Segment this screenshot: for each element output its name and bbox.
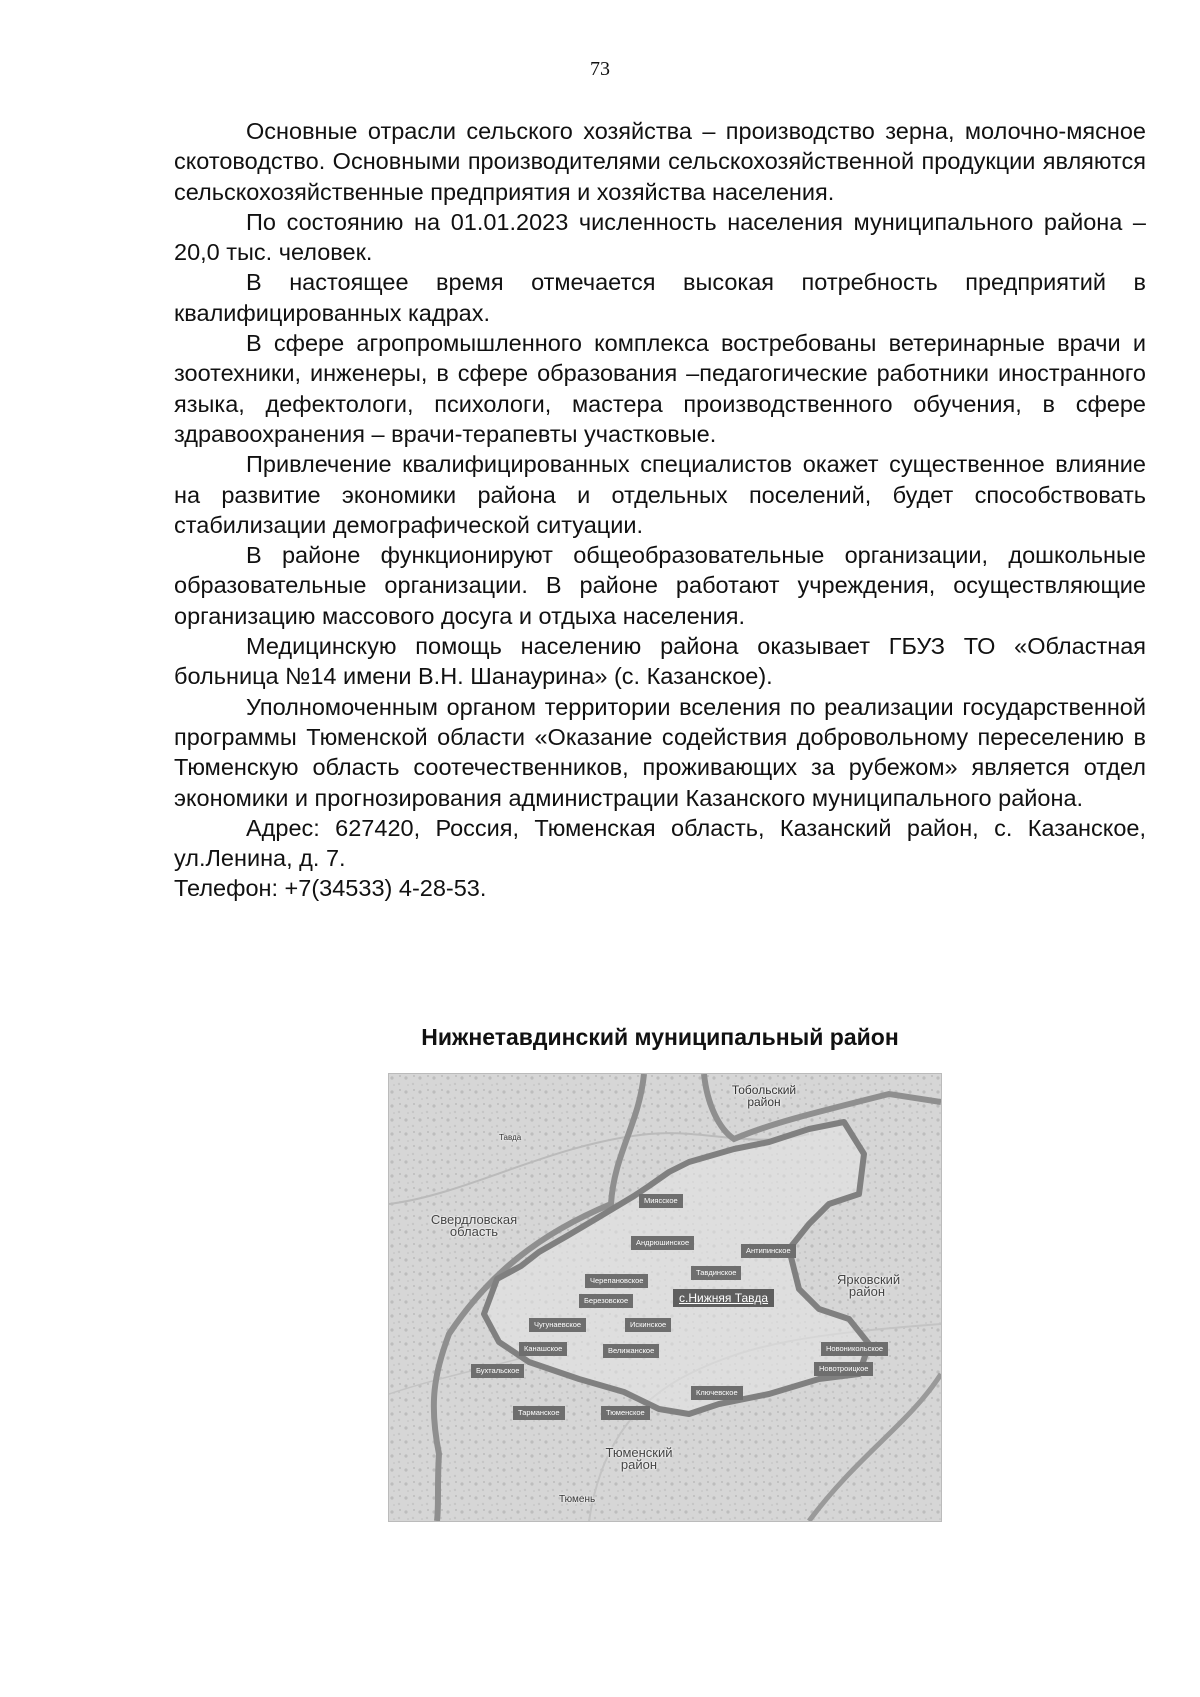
paragraph: Уполномоченным органом территории вселения по реализации государственной программы Тюменской области «Оказание содействия добровольному переселению в Тюменскую область соотечественников, проживающих за рубежом» является отдел экономики и прогнозирования администрации Казанского муниципального района. [174, 693, 1146, 811]
region-label: Ярковский район [837, 1272, 901, 1299]
paragraph: В сфере агропромышленного комплекса востребованы ветеринарные врачи и зоотехники, инженеры, в сфере образования –педагогические работники иностранного языка, дефектологи, психологи, мастера производственного обучения, в сфере здравоохранения – врачи-терапевты участковые. [174, 330, 1146, 447]
settlement-label: Тюменское [601, 1406, 650, 1420]
settlement-label: Новоникольское [821, 1342, 888, 1356]
phone-line: Телефон: +7(34533) 4-28-53. [174, 875, 487, 902]
settlement-label: Миясское [639, 1194, 683, 1208]
paragraph: Привлечение квалифицированных специалистов окажет существенное влияние на развитие экономики района и отдельных поселений, будет способствовать стабилизации демографической ситуации. [174, 451, 1146, 538]
settlement-label: Тавдинское [691, 1266, 741, 1280]
body-text [174, 116, 1146, 904]
settlement-label: Чугунаевское [529, 1318, 586, 1332]
settlement-label: Ключевское [691, 1386, 743, 1400]
settlement-label: Тарманское [513, 1406, 565, 1420]
region-label: Свердловская область [430, 1212, 518, 1239]
paragraph: Адрес: 627420, Россия, Тюменская область, Казанский район, с. Казанское, ул.Ленина, д. 7. [174, 814, 1146, 872]
settlement-label: Андрюшинское [631, 1236, 694, 1250]
settlement-label: Искинское [625, 1318, 671, 1332]
settlement-label: Антипинское [741, 1244, 796, 1258]
section-title: Нижнетавдинский муниципальный район [421, 1024, 899, 1050]
region-label: Тюменский район [605, 1445, 673, 1472]
paragraph: Основные отрасли сельского хозяйства – производство зерна, молочно-мясное скотоводство. Основными производителями сельскохозяйственной продукции являются сельскохозяйственные предприятия и хозяйства населения. [174, 118, 1146, 205]
district-map [388, 1073, 942, 1522]
paragraph: В настоящее время отмечается высокая потребность предприятий в квалифицированных кадрах. [174, 269, 1146, 326]
settlement-label: Березовское [579, 1294, 633, 1308]
page-number: 73 [590, 58, 610, 80]
settlement-label: Велижанское [603, 1344, 659, 1358]
settlement-label: Канашское [519, 1342, 567, 1356]
town-label: Тавда [499, 1133, 522, 1142]
settlement-label: Черепановское [585, 1274, 648, 1288]
settlement-label: Бухтальское [471, 1364, 524, 1378]
settlement-label: Новотроицкое [814, 1362, 873, 1376]
paragraph: В районе функционируют общеобразовательные организации, дошкольные образовательные организации. В районе работают учреждения, осуществляющие организацию массового досуга и отдыха населения. [174, 542, 1146, 629]
region-label: Тобольский район [731, 1083, 797, 1109]
town-label: Тюмень [559, 1494, 596, 1505]
settlement-label-center: с.Нижняя Тавда [673, 1289, 774, 1307]
paragraph: Медицинскую помощь населению района оказывает ГБУЗ ТО «Областная больница №14 имени В.Н. Шанаурина» (с. Казанское). [174, 633, 1146, 690]
paragraph: По состоянию на 01.01.2023 численность населения муниципального района – 20,0 тыс. человек. [174, 208, 1146, 266]
